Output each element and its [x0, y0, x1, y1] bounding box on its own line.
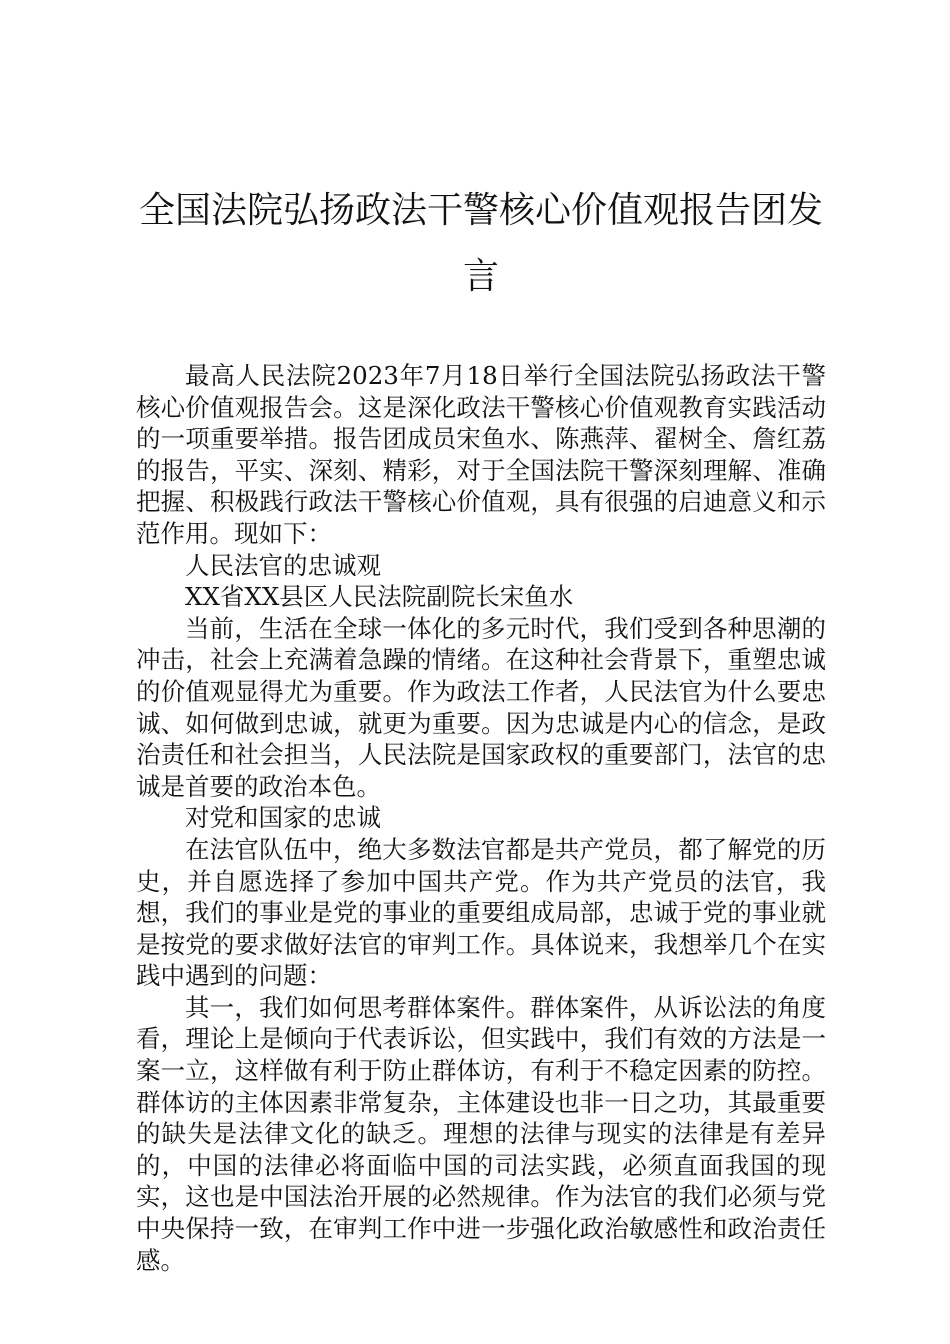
section-heading: 人民法官的忠诚观 — [185, 550, 381, 580]
body-paragraph: 其一，我们如何思考群体案件。群体案件，从诉讼法的角度看，理论上是倾向于代表诉讼，但实践中，我们有效的方法是一案一立，这样做有利于防止群体访，有利于不稳定因素的防控。群体访的主体因素非常复杂，主体建设也非一日之功，其最重要的缺失是法律文化的缺乏。理想的法律与现实的法律是有差异的，中国的法律必将面临中国的司法实践，必须直面我国的现实，这也是中国法治开展的必然规律。作为法官的我们必须与党中央保持一致，在审判工作中进一步强化政治敏感性和政治责任感。 — [136, 992, 826, 1275]
document-title: 全国法院弘扬政法干警核心价值观报告团发言 — [138, 190, 823, 297]
body-paragraph: 在法官队伍中，绝大多数法官都是共产党员，都了解党的历史，并自愿选择了参加中国共产党。作为共产党员的法官，我想，我们的事业是党的事业的重要组成局部，忠诚于党的事业就是按党的要求做好法官的审判工作。具体说来，我想举几个在实践中遇到的问题： — [136, 834, 826, 991]
document-page — [136, 178, 826, 1276]
speaker-line: XX省XX县区人民法院副院长宋鱼水 — [185, 582, 574, 612]
document-body — [136, 360, 826, 1276]
subsection-heading: 对党和国家的忠诚 — [185, 803, 381, 833]
body-paragraph: 当前，生活在全球一体化的多元时代，我们受到各种思潮的冲击，社会上充满着急躁的情绪。在这种社会背景下，重塑忠诚的价值观显得尤为重要。作为政法工作者，人民法官为什么要忠诚、如何做到忠诚，就更为重要。因为忠诚是内心的信念，是政治责任和社会担当，人民法院是国家政权的重要部门，法官的忠诚是首要的政治本色。 — [136, 613, 826, 801]
intro-paragraph: 最高人民法院2023年7月18日举行全国法院弘扬政法干警核心价值观报告会。这是深化政法干警核心价值观教育实践活动的一项重要举措。报告团成员宋鱼水、陈燕萍、翟树全、詹红荔的报告，平实、深刻、精彩，对于全国法院干警深刻理解、准确把握、积极践行政法干警核心价值观，具有很强的启迪意义和示范作用。现如下： — [136, 361, 826, 548]
